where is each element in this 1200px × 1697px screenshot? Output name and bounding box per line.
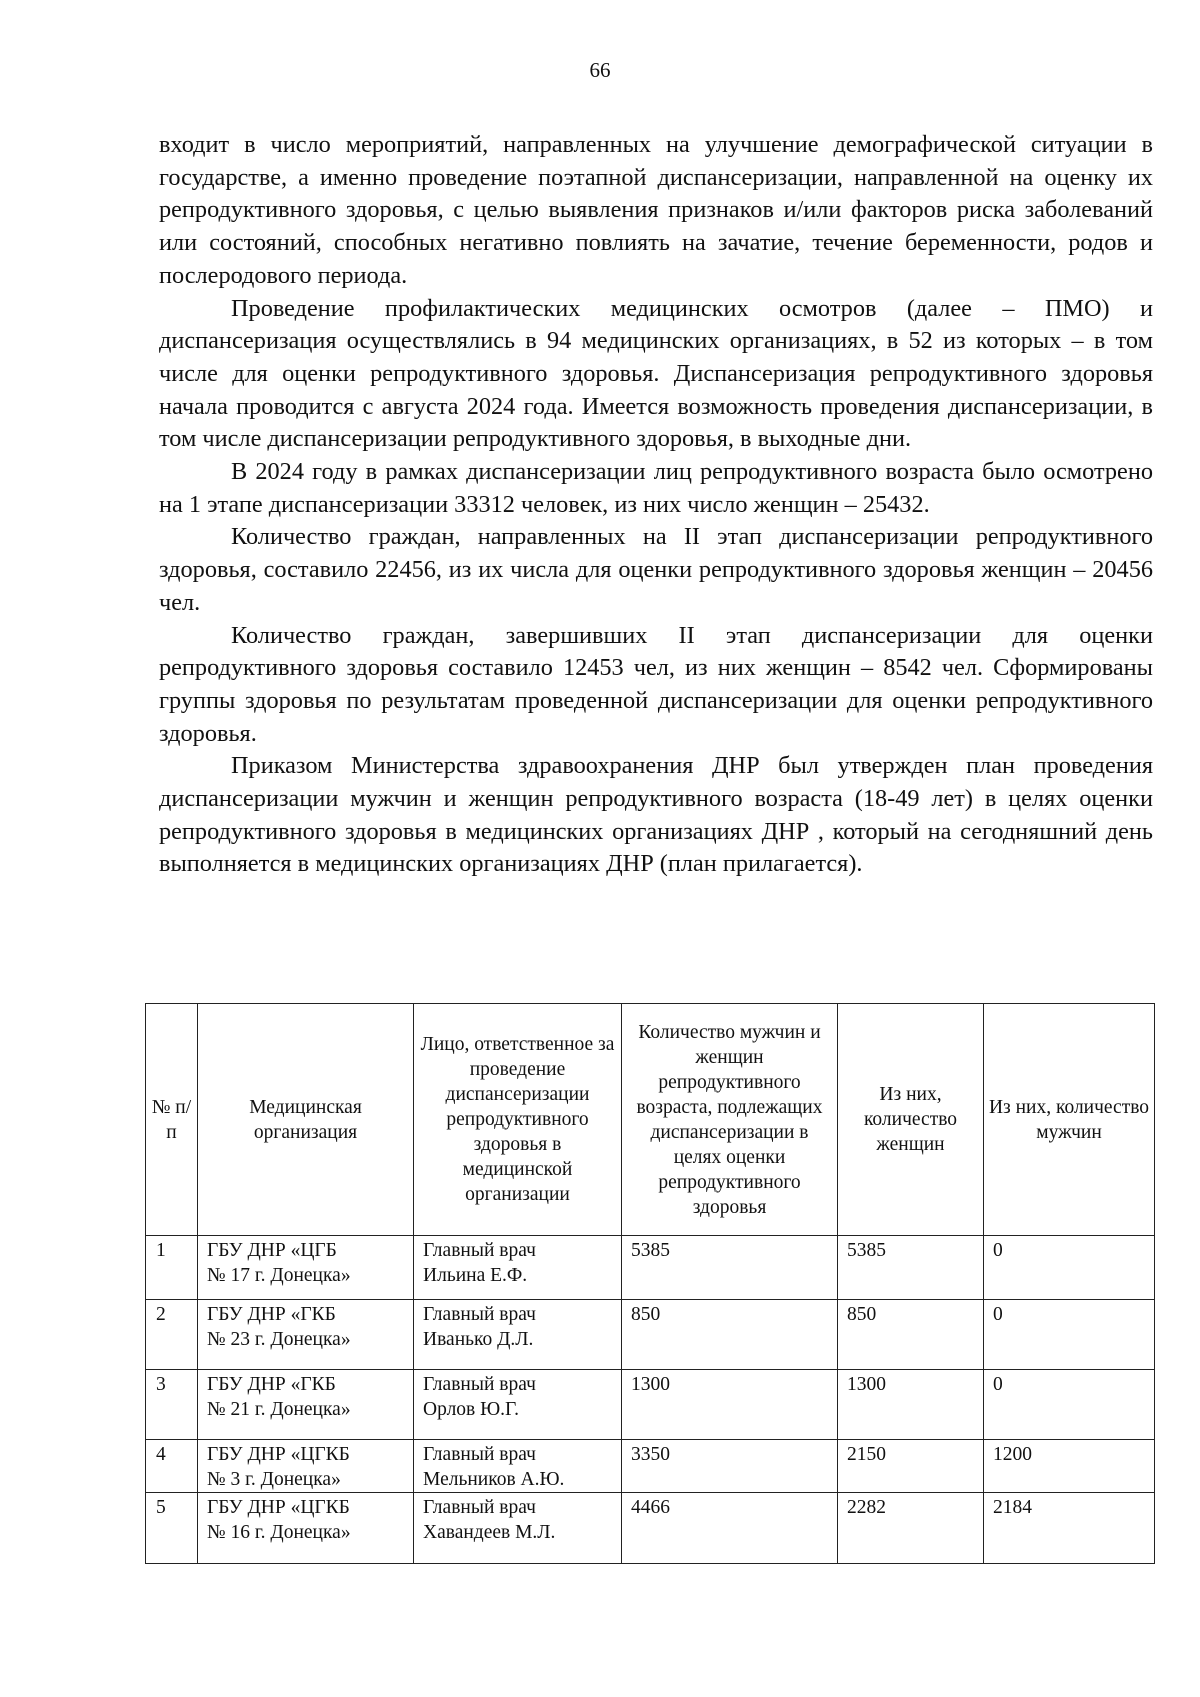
resp-line: Главный врач [423,1374,536,1395]
cell-women: 5385 [838,1236,984,1300]
org-line: № 21 г. Донецка» [207,1399,351,1420]
org-line: № 3 г. Донецка» [207,1469,341,1490]
cell-total: 3350 [622,1440,838,1493]
resp-line: Иванько Д.Л. [423,1329,534,1350]
org-line: № 17 г. Донецка» [207,1265,351,1286]
paragraph-stage-one: В 2024 году в рамках диспансеризации лиц репродуктивного возраста было осмотрено на 1 этапе диспансеризации 33312 человек, из них число женщин – 25432. [159,458,1153,518]
paragraph-stage-two-completed: Количество граждан, завершивших II этап диспансеризации для оценки репродуктивного здоровья составило 12453 чел, из них женщин – 8542 чел. Сформированы группы здоровья по результатам проведенной диспансеризации для оценки репродуктивного здоровья. [159,621,1153,747]
cell-organization [198,1493,414,1564]
cell-responsible [414,1236,622,1300]
org-line: ГБУ ДНР «ЦГКБ [207,1497,350,1518]
cell-organization [198,1236,414,1300]
paragraph-pmo: Проведение профилактических медицинских осмотров (далее – ПМО) и диспансеризация осуществлялись в 94 медицинских организациях, в 52 из которых – в том числе для оценки репродуктивного здоровья. Диспансеризация репродуктивного здоровья начала проводится с августа 2024 года. Имеется возможность проведения диспансеризации, в том числе диспансеризации репродуктивного здоровья, в выходные дни. [159,294,1153,453]
cell-num: 1 [146,1236,198,1300]
table-row [146,1236,1155,1300]
header-women: Из них, количество женщин [838,1004,984,1236]
plan-table [145,1003,1155,1564]
header-total: Количество мужчин и женщин репродуктивного возраста, подлежащих диспансеризации в целях оценки репродуктивного здоровья [622,1004,838,1236]
cell-total: 4466 [622,1493,838,1564]
header-num: № п/п [146,1004,198,1236]
cell-women: 850 [838,1300,984,1370]
cell-men: 1200 [984,1440,1155,1493]
org-line: ГБУ ДНР «ГКБ [207,1374,336,1395]
org-line: ГБУ ДНР «ЦГКБ [207,1444,350,1465]
page-number: 66 [589,58,611,82]
cell-num: 3 [146,1370,198,1440]
resp-line: Ильина Е.Ф. [423,1265,528,1286]
cell-num: 4 [146,1440,198,1493]
cell-responsible [414,1300,622,1370]
cell-responsible [414,1440,622,1493]
resp-line: Главный врач [423,1240,536,1261]
resp-line: Главный врач [423,1497,536,1518]
cell-women: 2282 [838,1493,984,1564]
cell-num: 2 [146,1300,198,1370]
org-line: № 16 г. Донецка» [207,1522,351,1543]
paragraph-order: Приказом Министерства здравоохранения ДНР был утвержден план проведения диспансеризации мужчин и женщин репродуктивного возраста (18-49 лет) в целях оценки репродуктивного здоровья в медицинских организациях ДНР , который на сегодняшний день выполняется в медицинских организациях ДНР (план прилагается). [159,752,1153,878]
cell-total: 850 [622,1300,838,1370]
header-men: Из них, количество мужчин [984,1004,1155,1236]
paragraph-stage-two-directed: Количество граждан, направленных на II этап диспансеризации репродуктивного здоровья, составило 22456, из их числа для оценки репродуктивного здоровья женщин – 20456 чел. [159,523,1153,616]
cell-responsible [414,1493,622,1564]
header-responsible: Лицо, ответственное за проведение диспансеризации репродуктивного здоровья в медицинской организации [414,1004,622,1236]
resp-line: Главный врач [423,1444,536,1465]
cell-men: 0 [984,1300,1155,1370]
resp-line: Главный врач [423,1304,536,1325]
org-line: ГБУ ДНР «ЦГБ [207,1240,337,1261]
org-line: ГБУ ДНР «ГКБ [207,1304,336,1325]
table-header-row [146,1004,1155,1236]
paragraph-intro: входит в число мероприятий, направленных на улучшение демографической ситуации в государстве, а именно проведение поэтапной диспансеризации, направленной на оценку их репродуктивного здоровья, с целью выявления признаков и/или факторов риска заболеваний или состояний, способных негативно повлиять на зачатие, течение беременности, родов и послеродового периода. [159,131,1153,289]
cell-responsible [414,1370,622,1440]
cell-total: 5385 [622,1236,838,1300]
cell-men: 0 [984,1370,1155,1440]
cell-num: 5 [146,1493,198,1564]
table-row [146,1440,1155,1493]
cell-women: 1300 [838,1370,984,1440]
org-line: № 23 г. Донецка» [207,1329,351,1350]
cell-women: 2150 [838,1440,984,1493]
table-row [146,1300,1155,1370]
cell-organization [198,1300,414,1370]
table-row [146,1493,1155,1564]
table-row [146,1370,1155,1440]
cell-organization [198,1370,414,1440]
document-body [159,129,1153,881]
resp-line: Хавандеев М.Л. [423,1522,556,1543]
cell-organization [198,1440,414,1493]
header-organization: Медицинская организация [198,1004,414,1236]
resp-line: Мельников А.Ю. [423,1469,565,1490]
resp-line: Орлов Ю.Г. [423,1399,520,1420]
cell-men: 0 [984,1236,1155,1300]
cell-total: 1300 [622,1370,838,1440]
cell-men: 2184 [984,1493,1155,1564]
